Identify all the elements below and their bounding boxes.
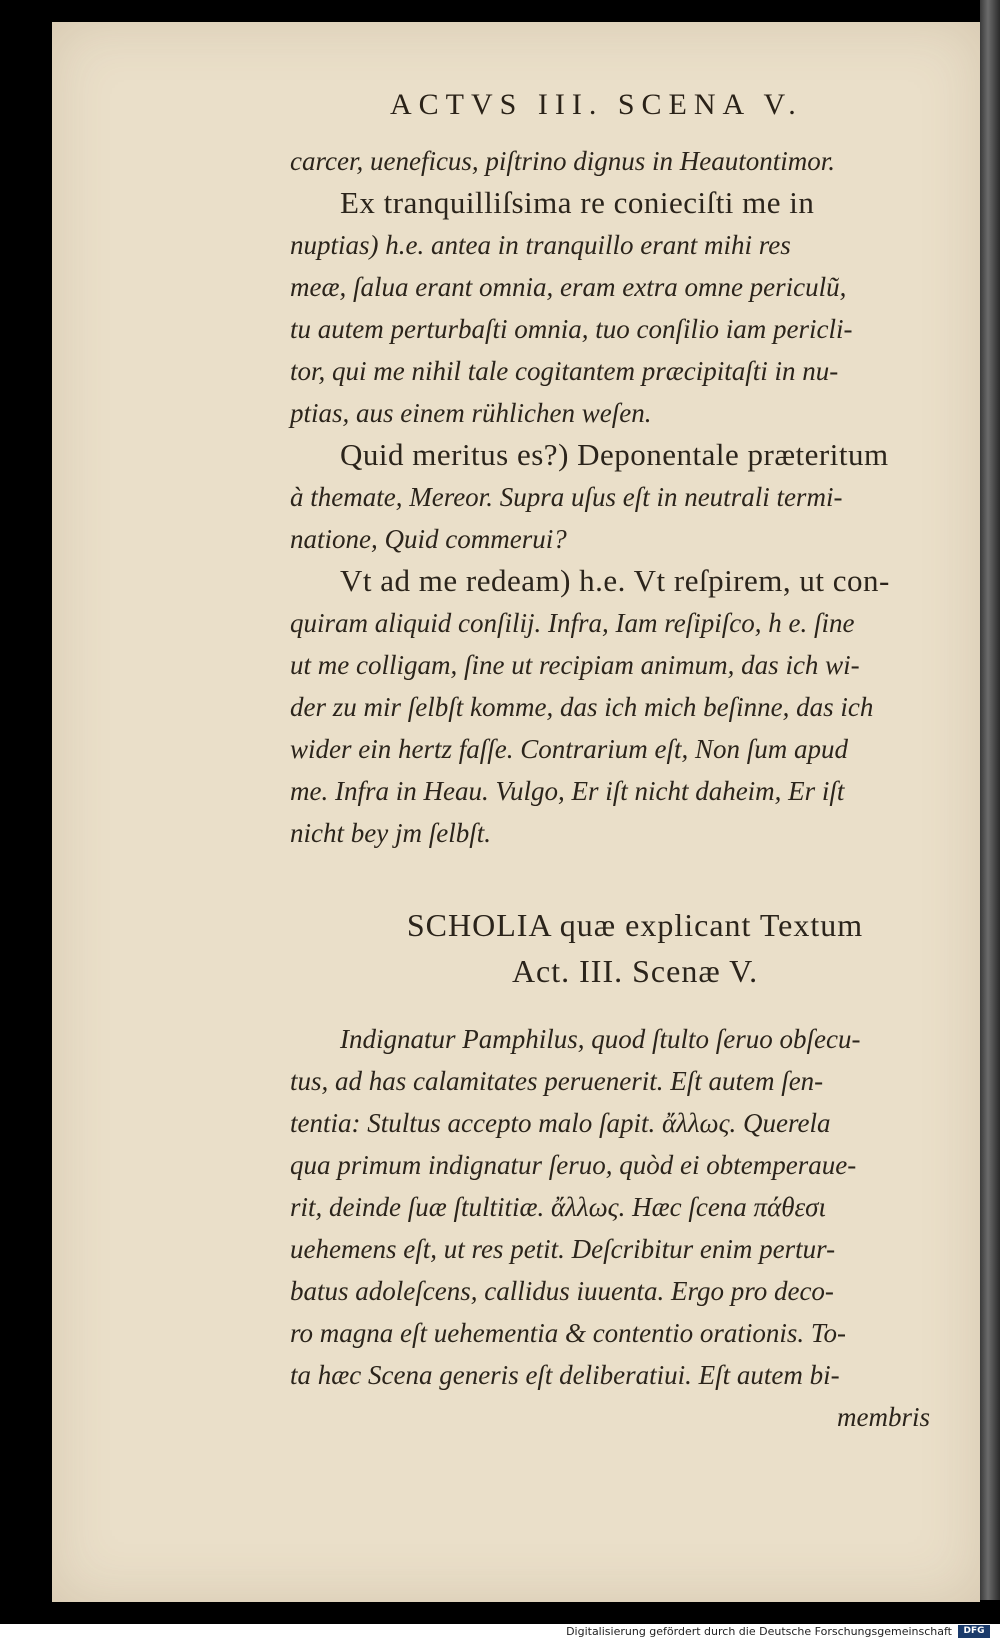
scholia-line: tus, ad has calamitates peruenerit. Eſt autem ſen- xyxy=(290,1066,824,1096)
scholia-line: uehemens eſt, ut res petit. Deſcribitur enim pertur- xyxy=(290,1234,836,1264)
text-line: ut me colligam, ſine ut recipiam animum, das ich wi- xyxy=(290,650,860,680)
text-line: tor, qui me nihil tale cogitantem præcipitaſti in nu- xyxy=(290,356,839,386)
text-line: me. Infra in Heau. Vulgo, Er iſt nicht daheim, Er iſt xyxy=(290,776,845,806)
scholia-line: rit, deinde ſuæ ſtultitiæ. ἄλλως. Hæc ſcena πάθεσι xyxy=(290,1192,826,1222)
dfg-logo-icon: DFG xyxy=(958,1625,990,1638)
scholia-line: ro magna eſt uehementia & contentio orationis. To- xyxy=(290,1318,846,1348)
lemma-line: Ex tranquilliſsima re conieciſti me in xyxy=(340,185,815,220)
lemma-line: Quid meritus es?) Deponentale præteritum xyxy=(340,437,889,472)
text-line: nuptias) h.e. antea in tranquillo erant mihi res xyxy=(290,230,791,260)
text-line: natione, Quid commerui? xyxy=(290,524,567,554)
text-line: tu autem perturbaſti omnia, tuo conſilio iam pericli- xyxy=(290,314,853,344)
scholia-line: ta hæc Scena generis eſt deliberatiui. Eſt autem bi- xyxy=(290,1360,840,1390)
text-line: quiram aliquid conſilij. Infra, Iam reſipiſco, h e. ſine xyxy=(290,608,855,638)
scholia-subheading: Act. III. Scenæ V. xyxy=(511,953,759,989)
funding-credit: Digitalisierung gefördert durch die Deutsche Forschungsgemeinschaft xyxy=(566,1625,952,1638)
running-head: ACTVS III. SCENA V. xyxy=(390,88,803,121)
text-line: wider ein hertz faſſe. Contrarium eſt, Non ſum apud xyxy=(290,734,848,764)
scholia-line: batus adoleſcens, callidus iuuenta. Ergo pro deco- xyxy=(290,1276,834,1306)
text-line: meæ, ſalua erant omnia, eram extra omne periculũ, xyxy=(290,272,847,302)
text-line: der zu mir ſelbſt komme, das ich mich beſinne, das ich xyxy=(290,692,874,722)
text-line: carcer, ueneficus, piſtrino dignus in Heautontimor. xyxy=(290,146,835,176)
text-line: nicht bey jm ſelbſt. xyxy=(290,818,491,848)
text-line: à themate, Mereor. Supra uſus eſt in neutrali termi- xyxy=(290,482,843,512)
scholia-heading: SCHOLIA quæ explicant Textum xyxy=(406,907,864,943)
book-edge xyxy=(980,0,1000,1600)
lemma-line: Vt ad me redeam) h.e. Vt reſpirem, ut con- xyxy=(340,563,890,598)
catchword: membris xyxy=(837,1402,930,1432)
text-line: ptias, aus einem rühlichen weſen. xyxy=(290,398,652,428)
scholia-line: tentia: Stultus accepto malo ſapit. ἄλλως. Querela xyxy=(290,1108,831,1138)
scholia-line: Indignatur Pamphilus, quod ſtulto ſeruo obſecu- xyxy=(340,1024,861,1054)
commentary-text xyxy=(290,140,980,1438)
scholia-line: qua primum indignatur ſeruo, quòd ei obtemperaue- xyxy=(290,1150,857,1180)
